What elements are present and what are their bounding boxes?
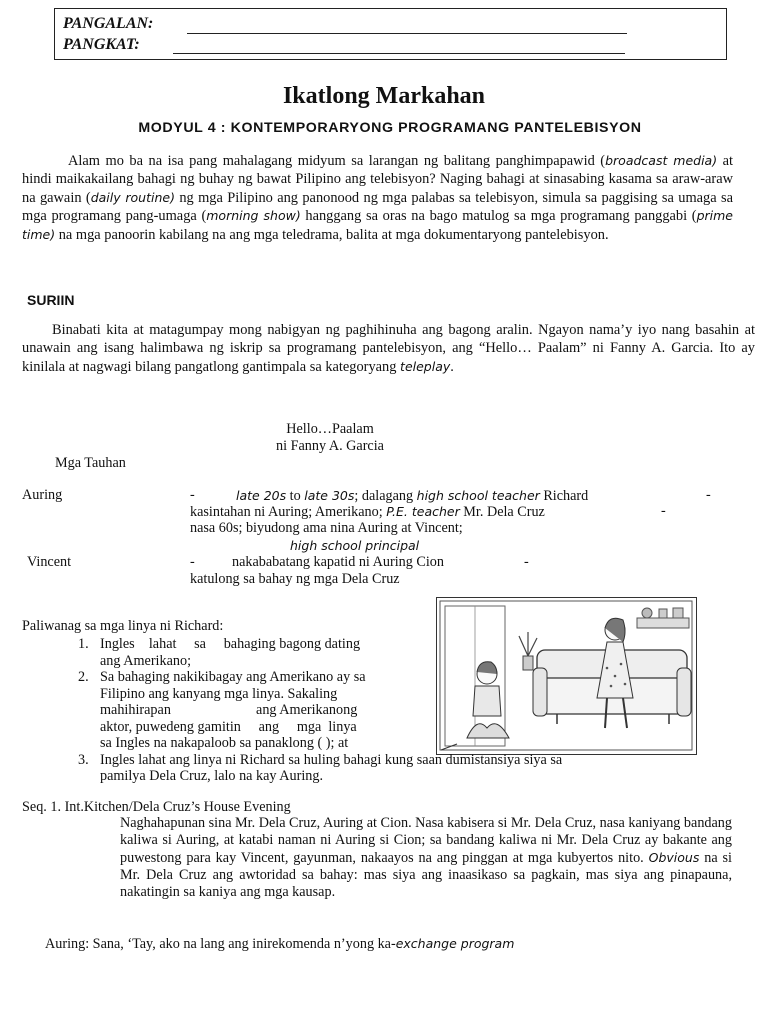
cast-vincent-desc: nakababatang kapatid ni Auring Cion: [232, 554, 444, 570]
list-number: 3.: [78, 752, 89, 768]
list-item-text: Filipino ang kanyang mga linya. Sakaling: [100, 686, 338, 702]
cast-dela-cruz-desc: nasa 60s; biyudong ama nina Auring at Vincent;: [190, 520, 463, 536]
cast-richard-desc: kasintahan ni Auring; Amerikano; P.E. teacher Mr. Dela Cruz: [190, 504, 545, 520]
script-author: ni Fanny A. Garcia: [276, 438, 384, 454]
sequence-heading: Seq. 1. Int.Kitchen/Dela Cruz’s House Evening: [22, 799, 291, 815]
cast-dash: -: [661, 503, 666, 519]
list-item-text: aktor, puwedeng gamitin ang mga linya: [100, 719, 357, 735]
page-title: Ikatlong Markahan: [282, 83, 486, 109]
notes-heading: Paliwanag sa mga linya ni Richard:: [22, 618, 224, 634]
list-item-text: mahihirapan ang Amerikanong: [100, 702, 358, 718]
suriin-paragraph: Binabati kita at matagumpay mong nabigyan ng paghihinuha ang bagong aralin. Ngayon nama’y iyo nang basahin at unawain ang isang halimbawa ng iskrip sa programang pantelebisyon, ang “Hello… Paalam” ni Fanny A. Garcia. Ito ay kinilala at nagwagi bilang pangatlong gantimpala sa kategoryang teleplay.: [22, 322, 755, 375]
section-heading-suriin: SURIIN: [27, 292, 75, 308]
list-number: 1.: [78, 636, 89, 652]
cast-dash: -: [190, 487, 195, 503]
name-label: PANGALAN:: [63, 15, 154, 32]
cast-cion-desc: katulong sa bahay ng mga Dela Cruz: [190, 571, 400, 587]
script-title: Hello…Paalam: [286, 421, 374, 437]
cast-dash: -: [706, 487, 711, 503]
group-label: PANGKAT:: [63, 36, 140, 53]
list-item-text: Ingles lahat ang linya ni Richard sa huling bahagi kung saan dumistansiya siya sa: [100, 752, 563, 768]
sequence-paragraph: Naghahapunan sina Mr. Dela Cruz, Auring at Cion. Nasa kabisera si Mr. Dela Cruz, nasa kaniyang bandang kaliwa si Auring, at katabi naman ni Auring si Cion; sa bandang kaliwa ni Mr. Dela Cruz ay bakante ang puwestong para kay Vincent, gayunman, nakaayos na ang pinggan at mga kubyertos nito. Obvious na si Mr. Dela Cruz ang awtoridad sa bahay: mas siya ang inaasikaso sa pagkain, mas siya ang pinapauna, nakatingin sa kaniya ang mga kausap.: [120, 815, 732, 900]
cast-dash: -: [190, 554, 195, 570]
dialogue-line: Auring: Sana, ‘Tay, ako na lang ang inirekomenda n’yong ka-exchange program: [45, 936, 515, 952]
list-item-text: sa Ingles na nakapaloob sa panaklong ( ); at: [100, 735, 349, 751]
illustration-drawing: [437, 598, 695, 753]
cast-heading: Mga Tauhan: [55, 455, 126, 471]
cast-name-vincent: Vincent: [27, 554, 72, 570]
cast-dash: -: [524, 554, 529, 570]
list-number: 2.: [78, 669, 89, 685]
cast-auring-desc: late 20s to late 30s; dalagang high school teacher Richard: [236, 488, 589, 504]
group-field-line[interactable]: [173, 53, 625, 54]
cast-dela-cruz-role: high school principal: [290, 538, 420, 553]
list-item-text: ang Amerikano;: [100, 653, 192, 669]
illustration-living-room: [436, 597, 697, 755]
name-field-line[interactable]: [187, 33, 627, 34]
list-item-text: pamilya Dela Cruz, lalo na kay Auring.: [100, 768, 323, 784]
cast-name-auring: Auring: [22, 487, 63, 503]
module-title: MODYUL 4 : KONTEMPORARYONG PROGRAMANG PANTELEBISYON: [138, 120, 642, 136]
list-item-text: Sa bahaging nakikibagay ang Amerikano ay sa: [100, 669, 366, 685]
list-item-text: Ingles lahat sa bahaging bagong dating: [100, 636, 361, 652]
name-group-box: [54, 8, 727, 60]
intro-paragraph: Alam mo ba na isa pang mahalagang midyum sa larangan ng balitang panghimpapawid (broadcast media) at hindi maikakailang bahagi ng buhay ng bawat Pilipino ang telebisyon? Naging bahagi at sinasabing kasama sa araw-araw na gawain (daily routine) ng mga Pilipino ang panonood ng mga palabas sa telebisyon, simula sa paggising sa umaga sa mga programang pang-umaga (morning show) hanggang sa oras na bago matulog sa mga programang panggabi (prime time) na mga panoorin kabilang na ang mga teledrama, balita at mga dokumentaryong pantelebisyon.: [22, 153, 734, 244]
